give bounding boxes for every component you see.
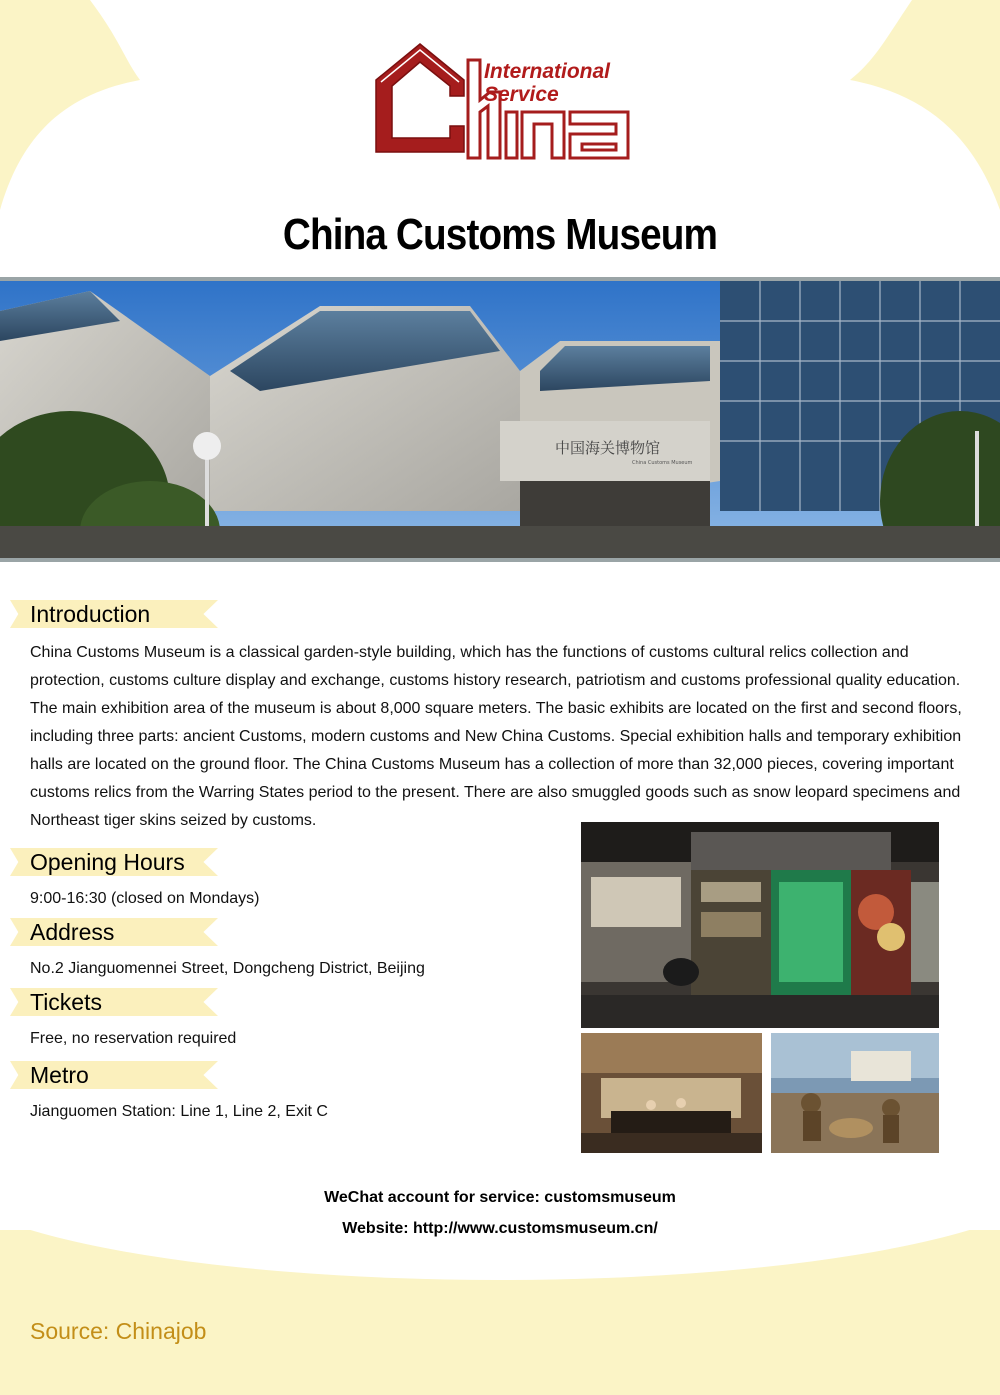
background-corner-top-right [850, 0, 1000, 210]
website-link[interactable]: Website: http://www.customsmuseum.cn/ [342, 1220, 658, 1237]
exhibit-photo-diorama [771, 1033, 939, 1153]
opening-hours-text: 9:00-16:30 (closed on Mondays) [30, 890, 260, 907]
exhibit-photo-container-display [581, 822, 939, 1028]
metro-text: Jianguomen Station: Line 1, Line 2, Exit C [30, 1103, 328, 1120]
section-heading-introduction: Introduction [30, 601, 151, 627]
logo-line-international: International [484, 60, 611, 83]
hero-sign-text: 中国海关博物馆 [555, 439, 661, 457]
section-heading-opening-hours: Opening Hours [30, 849, 185, 875]
hero-sign-subtext: China Customs Museum [632, 460, 693, 466]
section-heading-tickets: Tickets [30, 989, 102, 1015]
hero-bottom-divider [0, 558, 1000, 562]
page-title: China Customs Museum [282, 210, 718, 259]
address-text: No.2 Jianguomennei Street, Dongcheng District, Beijing [30, 960, 425, 977]
section-heading-address: Address [30, 919, 115, 945]
introduction-text: China Customs Museum is a classical garden-style building, which has the functions of customs cultural relics collection and protection, customs culture display and exchange, customs history research, patriotism and customs professional quality education. The main exhibition area of the museum is about 8,000 square meters. The basic exhibits are located on the first and second floors, including three parts: ancient Customs, modern customs and New China Customs. Special exhibition halls and temporary exhibition halls are located on the ground floor. The China Customs Museum has a collection of more than 32,000 pieces, covering important customs relics from the Warring States period to the present. There are also smuggled goods such as snow leopard specimens and Northeast tiger skins seized by customs. [30, 644, 962, 829]
china-international-service-logo [372, 40, 634, 170]
wechat-account: WeChat account for service: customsmuseum [324, 1189, 676, 1206]
exhibit-photo-hall [581, 1033, 762, 1153]
museum-building-photo [0, 281, 1000, 558]
tickets-text: Free, no reservation required [30, 1030, 237, 1047]
logo-line-service: Service [484, 83, 559, 106]
source-credit: Source: Chinajob [30, 1318, 207, 1344]
section-heading-metro: Metro [30, 1062, 89, 1088]
background-corner-top-left [0, 0, 140, 210]
